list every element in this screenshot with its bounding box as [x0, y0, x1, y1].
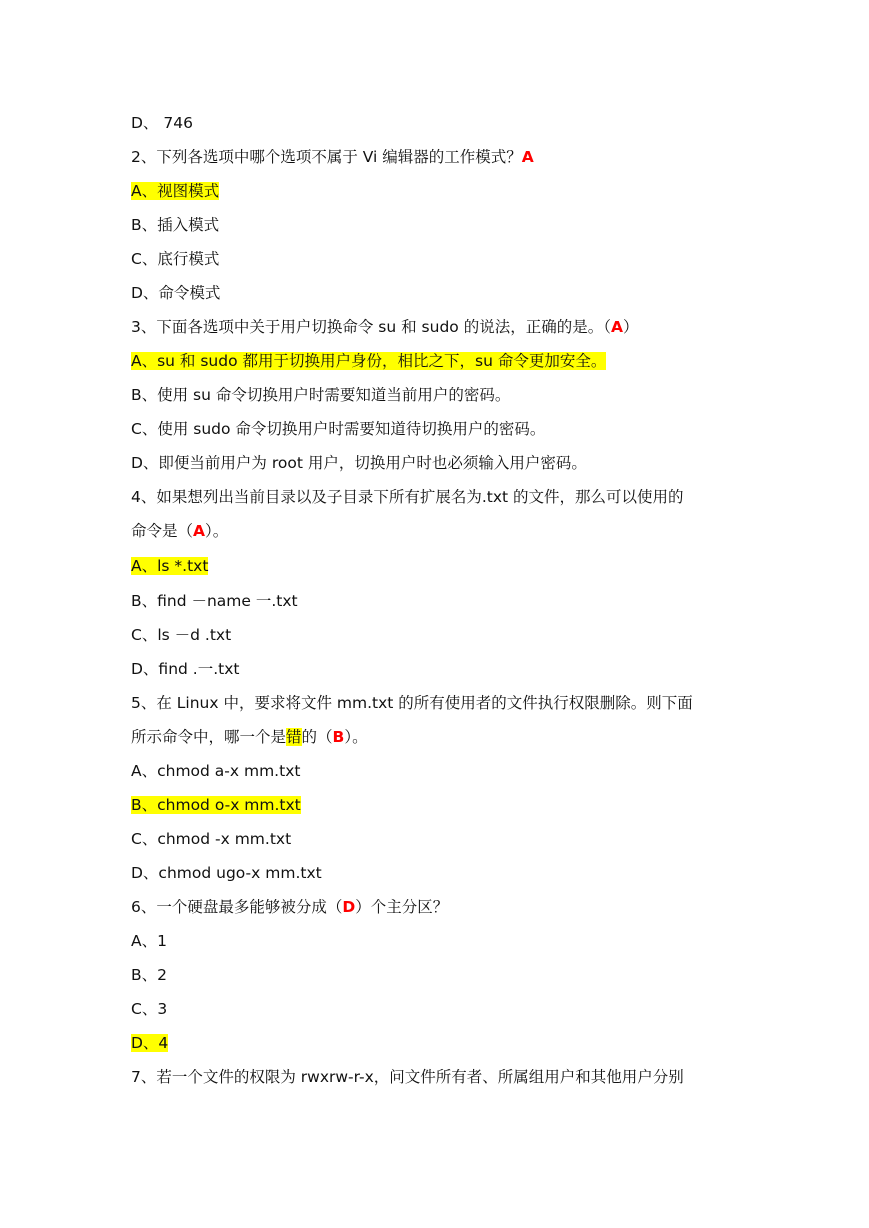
option-text: A、chmod a-x mm.txt	[131, 762, 301, 780]
q5-option-a	[131, 760, 300, 782]
q6-option-a	[131, 930, 167, 952]
q3-option-a	[131, 350, 606, 372]
highlighted-word: 错	[286, 728, 302, 746]
option-text: B、使用 su 命令切换用户时需要知道当前用户的密码。	[131, 386, 511, 404]
option-text: C、3	[131, 1000, 168, 1018]
question-3	[131, 316, 638, 338]
highlighted-answer: B、chmod o-x mm.txt	[131, 796, 301, 814]
highlighted-answer: A、su 和 sudo 都用于切换用户身份，相比之下，su 命令更加安全。	[131, 352, 607, 370]
option-text: D、 746	[131, 114, 193, 132]
question-4-line-1	[131, 486, 684, 508]
q2-option-c	[131, 248, 219, 270]
option-text: C、底行模式	[131, 250, 220, 268]
question-text: 3、下面各选项中关于用户切换命令 su 和 sudo 的说法，正确的是。（	[131, 318, 611, 336]
q5-option-d	[131, 862, 322, 884]
question-text-mid: 的（	[301, 728, 333, 746]
question-text: 所示命令中，哪一个是	[131, 728, 287, 746]
q3-option-d	[131, 452, 587, 474]
question-5-line-1	[131, 692, 693, 714]
option-d-746	[131, 112, 193, 134]
question-text: 5、在 Linux 中，要求将文件 mm.txt 的所有使用者的文件执行权限删除。则下面	[131, 694, 693, 712]
answer-mark: A	[521, 148, 534, 166]
option-text: C、ls －d .txt	[131, 626, 232, 644]
q6-option-c	[131, 998, 167, 1020]
q2-option-d	[131, 282, 220, 304]
answer-mark: D	[342, 898, 356, 916]
question-6	[131, 896, 448, 918]
question-text-end: ）个主分区？	[355, 898, 449, 916]
q4-option-b	[131, 590, 298, 612]
option-text: D、chmod ugo-x mm.txt	[131, 864, 322, 882]
q2-option-a	[131, 180, 219, 202]
question-text: 命令是（	[131, 522, 194, 540]
q3-option-b	[131, 384, 510, 406]
option-text: D、find .一.txt	[131, 660, 240, 678]
option-text: C、chmod -x mm.txt	[131, 830, 292, 848]
option-text: D、命令模式	[131, 284, 221, 302]
question-text: 4、如果想列出当前目录以及子目录下所有扩展名为.txt 的文件，那么可以使用的	[131, 488, 684, 506]
q3-option-c	[131, 418, 545, 440]
option-text: B、2	[131, 966, 167, 984]
q6-option-d	[131, 1032, 168, 1054]
question-5-line-2	[131, 726, 368, 748]
answer-mark: A	[610, 318, 623, 336]
highlighted-answer: A、ls *.txt	[131, 557, 209, 575]
q4-option-a	[131, 555, 208, 577]
question-text: 2、下列各选项中哪个选项不属于 Vi 编辑器的工作模式？	[131, 148, 522, 166]
question-text-end: ）。	[205, 522, 229, 540]
question-text: 7、若一个文件的权限为 rwxrw-r-x，问文件所有者、所属组用户和其他用户分别	[131, 1068, 684, 1086]
option-text: D、即便当前用户为 root 用户，切换用户时也必须输入用户密码。	[131, 454, 587, 472]
option-text: C、使用 sudo 命令切换用户时需要知道待切换用户的密码。	[131, 420, 546, 438]
option-text: A、1	[131, 932, 167, 950]
q5-option-c	[131, 828, 291, 850]
option-text: B、插入模式	[131, 216, 220, 234]
answer-mark: A	[193, 522, 206, 540]
question-text: 6、一个硬盘最多能够被分成（	[131, 898, 343, 916]
question-text-end: ）。	[344, 728, 368, 746]
q5-option-b	[131, 794, 301, 816]
question-text-end: ）	[622, 318, 639, 336]
q2-option-b	[131, 214, 219, 236]
q4-option-c	[131, 624, 231, 646]
option-text: B、find －name 一.txt	[131, 592, 298, 610]
question-2	[131, 146, 534, 168]
answer-mark: B	[332, 728, 345, 746]
q4-option-d	[131, 658, 239, 680]
highlighted-answer: A、视图模式	[131, 182, 220, 200]
highlighted-answer: D、4	[131, 1034, 169, 1052]
question-4-line-2	[131, 520, 228, 542]
q6-option-b	[131, 964, 167, 986]
question-7-line-1	[131, 1066, 684, 1088]
